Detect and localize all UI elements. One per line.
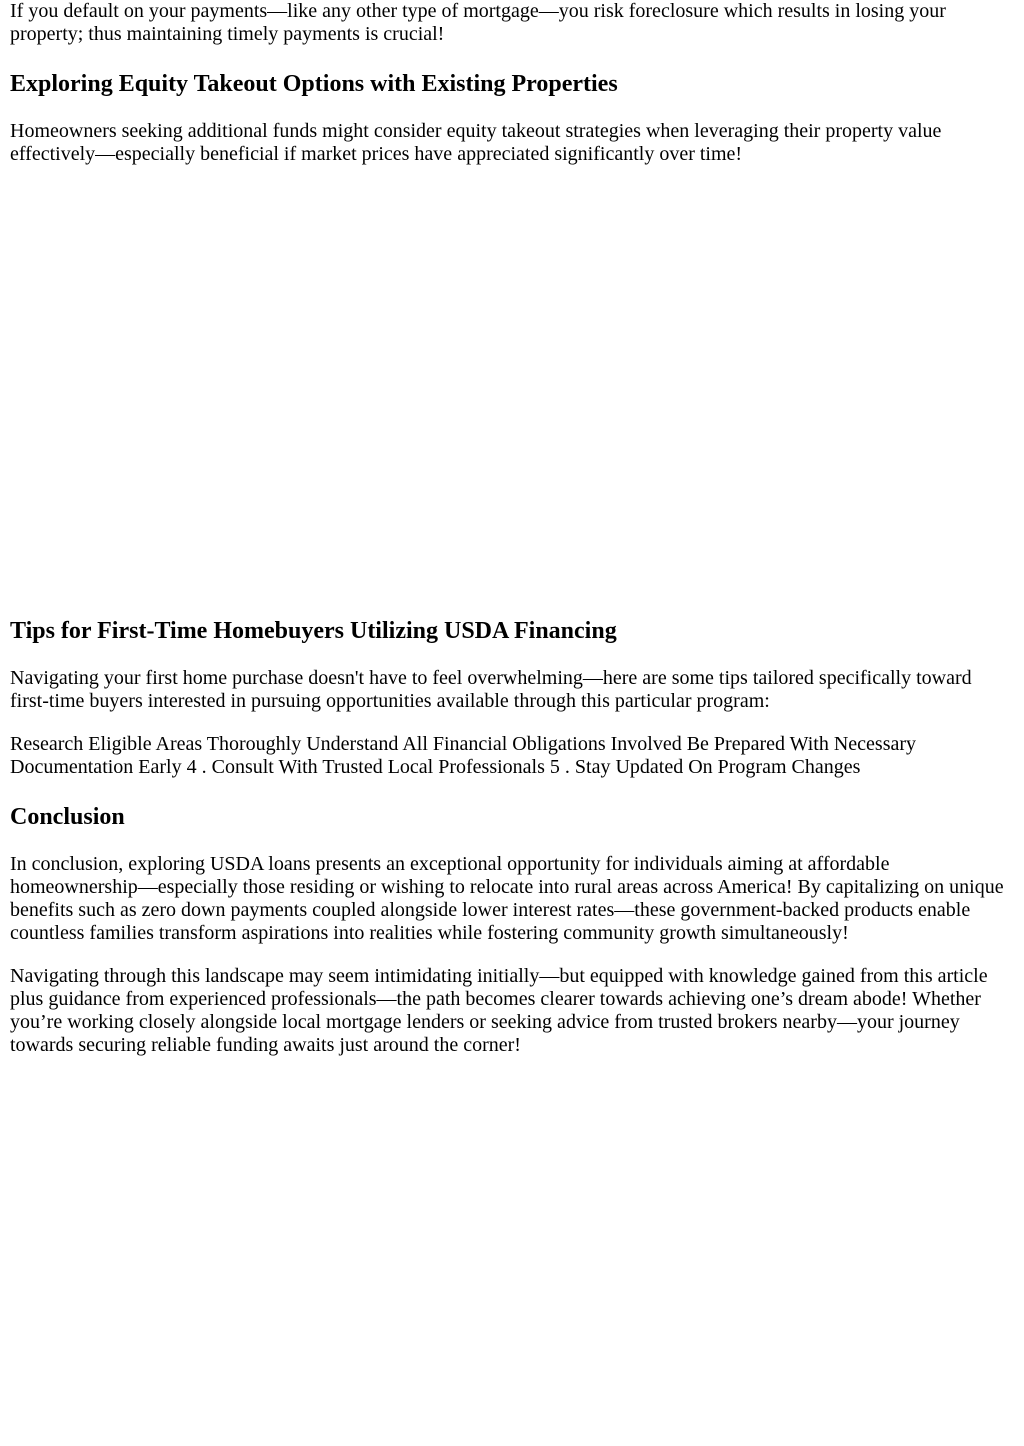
article-body [10, 0, 1010, 1057]
blank-content-area [10, 166, 1010, 617]
section-heading-first-time-tips: Tips for First-Time Homebuyers Utilizing USDA Financing [10, 618, 617, 644]
equity-takeout-paragraph: Homeowners seeking additional funds might consider equity takeout strategies when leveraging their property value effectively—especially beneficial if market prices have appreciated significantly over time! [10, 120, 942, 165]
section-heading-conclusion: Conclusion [10, 804, 125, 830]
first-time-tips-intro-paragraph: Navigating your first home purchase doesn't have to feel overwhelming—here are some tips tailored specifically toward first-time buyers interested in pursuing opportunities available through this particular program: [10, 667, 972, 712]
section-heading-equity-takeout: Exploring Equity Takeout Options with Existing Properties [10, 71, 618, 97]
conclusion-paragraph-2: Navigating through this landscape may seem intimidating initially—but equipped with knowledge gained from this article plus guidance from experienced professionals—the path becomes clearer towards achieving one’s dream abode! Whether you’re working closely alongside local mortgage lenders or seeking advice from trusted brokers nearby—your journey towards securing reliable funding awaits just around the corner! [10, 965, 988, 1056]
conclusion-paragraph-1: In conclusion, exploring USDA loans presents an exceptional opportunity for individuals aiming at affordable homeownership—especially those residing or wishing to relocate into rural areas across America! By capitalizing on unique benefits such as zero down payments coupled alongside lower interest rates—these government-backed products enable countless families transform aspirations into realities while fostering community growth simultaneously! [10, 853, 1004, 944]
intro-paragraph: If you default on your payments—like any other type of mortgage—you risk foreclosure which results in losing your property; thus maintaining timely payments is crucial! [10, 0, 946, 45]
first-time-tips-list-paragraph: Research Eligible Areas Thoroughly Understand All Financial Obligations Involved Be Prepared With Necessary Documentation Early 4 . Consult With Trusted Local Professionals 5 . Stay Updated On Program Changes [10, 733, 917, 778]
